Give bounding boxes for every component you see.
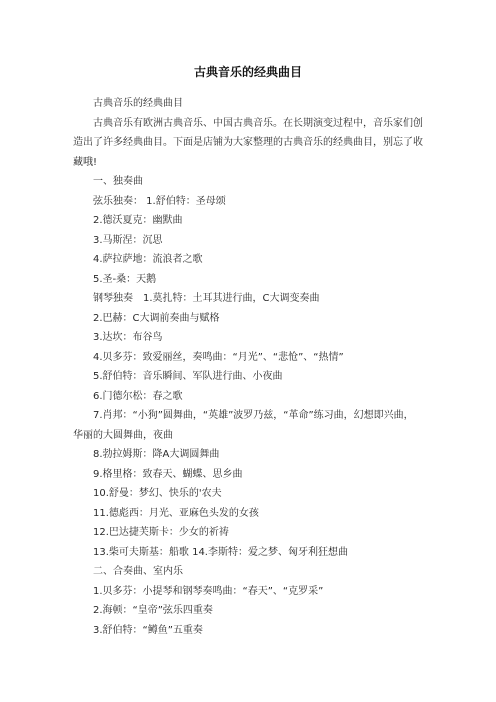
section-heading-ensemble: 二、合奏曲、室内乐 — [93, 566, 183, 577]
section-heading-solo: 一、独奏曲 — [93, 176, 143, 187]
list-item: 弦乐独奏： 1.舒伯特：圣母颂 — [93, 195, 226, 207]
body-paragraph: 古典音乐的经典曲目 — [93, 98, 183, 109]
intro-paragraph: 古典音乐有欧洲古典音乐、中国古典音乐。在长期演变过程中，音乐家们创造出了许多经典曲目。下面是店铺为大家整理的古典音乐的经典曲目，别忘了收藏哦! — [73, 117, 423, 168]
list-item: 钢琴独奏 1.莫扎特：土耳其进行曲，C大调变奏曲 — [93, 293, 320, 304]
document-title: 古典音乐的经典曲目 — [193, 65, 302, 79]
list-item: 7.肖邦：“小狗”圆舞曲，“英雄”波罗乃兹，“革命”练习曲，幻想即兴曲，华丽的大圆舞曲，夜曲 — [73, 410, 414, 441]
list-item: 1.贝多芬：小提琴和钢琴奏鸣曲：“春天”、“克罗采” — [93, 585, 324, 597]
list-item: 2.巴赫：C大调前奏曲与赋格 — [93, 312, 220, 324]
list-item: 3.达坎：布谷鸟 — [93, 332, 163, 343]
list-item: 2.德沃夏克：幽默曲 — [93, 215, 183, 226]
list-item: 6.门德尔松：春之歌 — [93, 390, 183, 402]
list-item: 13.柴可夫斯基：船歌 14.李斯特：爱之梦、匈牙利狂想曲 — [93, 546, 348, 558]
list-item: 10.舒曼：梦幻、快乐的'农夫 — [93, 488, 222, 499]
list-item: 2.海顿：“皇帝”弦乐四重奏 — [93, 605, 213, 616]
list-item: 4.贝多芬：致爱丽丝，奏鸣曲：“月光”、“悲怆”、“热情” — [93, 351, 344, 363]
list-item: 4.萨拉萨地：流浪者之歌 — [93, 254, 203, 265]
list-item: 9.格里格：致春天、蝴蝶、思乡曲 — [93, 468, 243, 480]
list-item: 12.巴达捷芙斯卡：少女的祈祷 — [93, 527, 229, 538]
list-item: 3.舒伯特：“鳟鱼”五重奏 — [93, 624, 203, 636]
list-item: 11.德彪西：月光、亚麻色头发的女孩 — [93, 507, 259, 519]
list-item: 3.马斯涅：沉思 — [93, 234, 163, 246]
list-item: 8.勃拉姆斯：降A大调圆舞曲 — [93, 449, 220, 460]
list-item: 5.舒伯特：音乐瞬间、军队进行曲、小夜曲 — [93, 371, 283, 382]
list-item: 5.圣-桑：天鹅 — [93, 273, 157, 285]
document-body — [73, 94, 423, 640]
